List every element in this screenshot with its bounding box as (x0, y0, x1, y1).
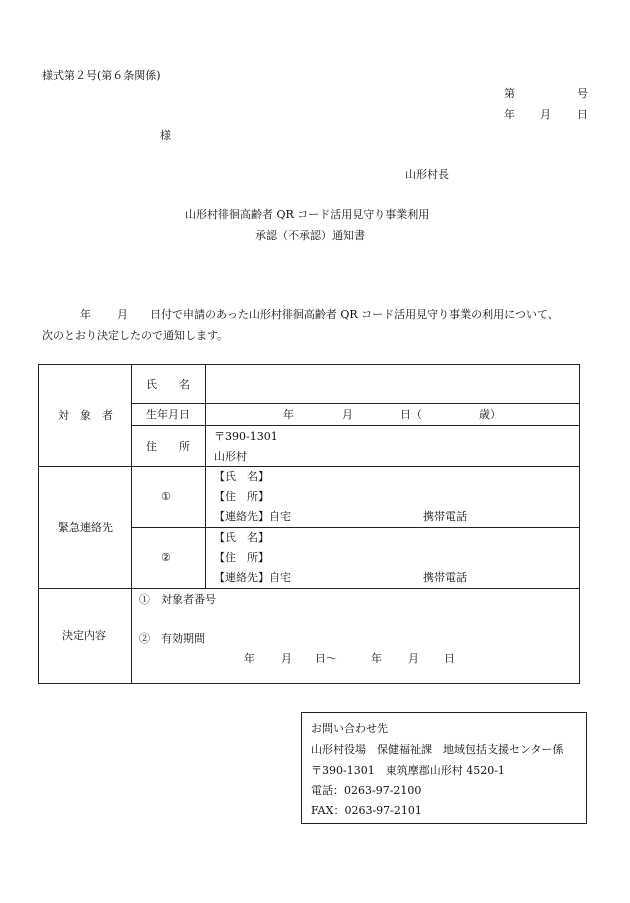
number-suffix: 号 (577, 87, 588, 100)
emergency-2-mobile: 携帯電話 (423, 571, 467, 584)
period-start-day: 日～ (315, 652, 337, 665)
title-line1: 山形村徘徊高齢者 QR コード活用見守り事業利用 (185, 208, 430, 221)
contact-title: お問い合わせ先 (311, 722, 388, 735)
emergency-2-address: 【住 所】 (214, 551, 269, 564)
emergency-1-address: 【住 所】 (214, 490, 269, 503)
decision-table (38, 364, 580, 684)
period-start-year: 年 (244, 652, 255, 665)
row-divider-decision (39, 588, 579, 589)
body-year: 年 (80, 308, 91, 321)
emergency-1-mobile: 携帯電話 (423, 510, 467, 523)
dob-day: 日（ (400, 408, 422, 421)
body-line2: 次のとおり決定したので通知します。 (42, 329, 229, 342)
col-divider-2 (205, 365, 206, 588)
emergency-1-contact: 【連絡先】自宅 (214, 510, 291, 523)
period-end-month: 月 (408, 652, 419, 665)
number-prefix: 第 (504, 87, 515, 100)
contact-address: 〒390-1301 東筑摩郡山形村 4520-1 (311, 764, 505, 777)
name-label: 氏 名 (146, 378, 190, 391)
row-divider-emergency (131, 527, 579, 528)
recipient-suffix: 様 (160, 129, 171, 142)
date-year: 年 (504, 108, 515, 121)
body-line1: 日付で申請のあった山形村徘徊高齢者 QR コード活用見守り事業の利用について、 (150, 308, 559, 321)
dob-year: 年 (283, 408, 294, 421)
contact-phone: 電話：0263-97-2100 (311, 784, 422, 797)
period-end-year: 年 (371, 652, 382, 665)
row-divider-name (131, 403, 579, 404)
row-divider-dob (131, 425, 579, 426)
date-day: 日 (577, 108, 588, 121)
col-divider-1 (131, 365, 132, 683)
period-start-month: 月 (281, 652, 292, 665)
emergency-1-number: ① (161, 490, 171, 503)
decision-item-subject-number: ① 対象者番号 (139, 593, 216, 606)
dob-month: 月 (342, 408, 353, 421)
decision-label: 決定内容 (62, 629, 106, 642)
row-divider-subject (39, 466, 579, 467)
form-label: 様式第２号(第６条関係) (42, 69, 161, 82)
date-month: 月 (540, 108, 551, 121)
postal-code: 〒390-1301 (214, 430, 278, 443)
emergency-2-name: 【氏 名】 (214, 531, 269, 544)
subject-label: 対 象 者 (58, 409, 113, 422)
dob-label: 生年月日 (146, 408, 190, 421)
emergency-2-number: ② (161, 551, 171, 564)
emergency-label: 緊急連絡先 (58, 521, 113, 534)
address-label: 住 所 (146, 440, 190, 453)
decision-item-valid-period: ② 有効期間 (139, 632, 205, 645)
emergency-2-contact: 【連絡先】自宅 (214, 571, 291, 584)
dob-age: 歳） (479, 408, 501, 421)
title-line2: 承認（不承認）通知書 (255, 229, 365, 242)
period-end-day: 日 (444, 652, 455, 665)
village-name: 山形村 (214, 450, 247, 463)
contact-box (301, 712, 587, 824)
issuer: 山形村長 (405, 168, 449, 181)
body-month: 月 (117, 308, 128, 321)
contact-office: 山形村役場 保健福祉課 地域包括支援センター係 (311, 743, 564, 756)
contact-fax: FAX：0263-97-2101 (311, 804, 422, 817)
emergency-1-name: 【氏 名】 (214, 470, 269, 483)
